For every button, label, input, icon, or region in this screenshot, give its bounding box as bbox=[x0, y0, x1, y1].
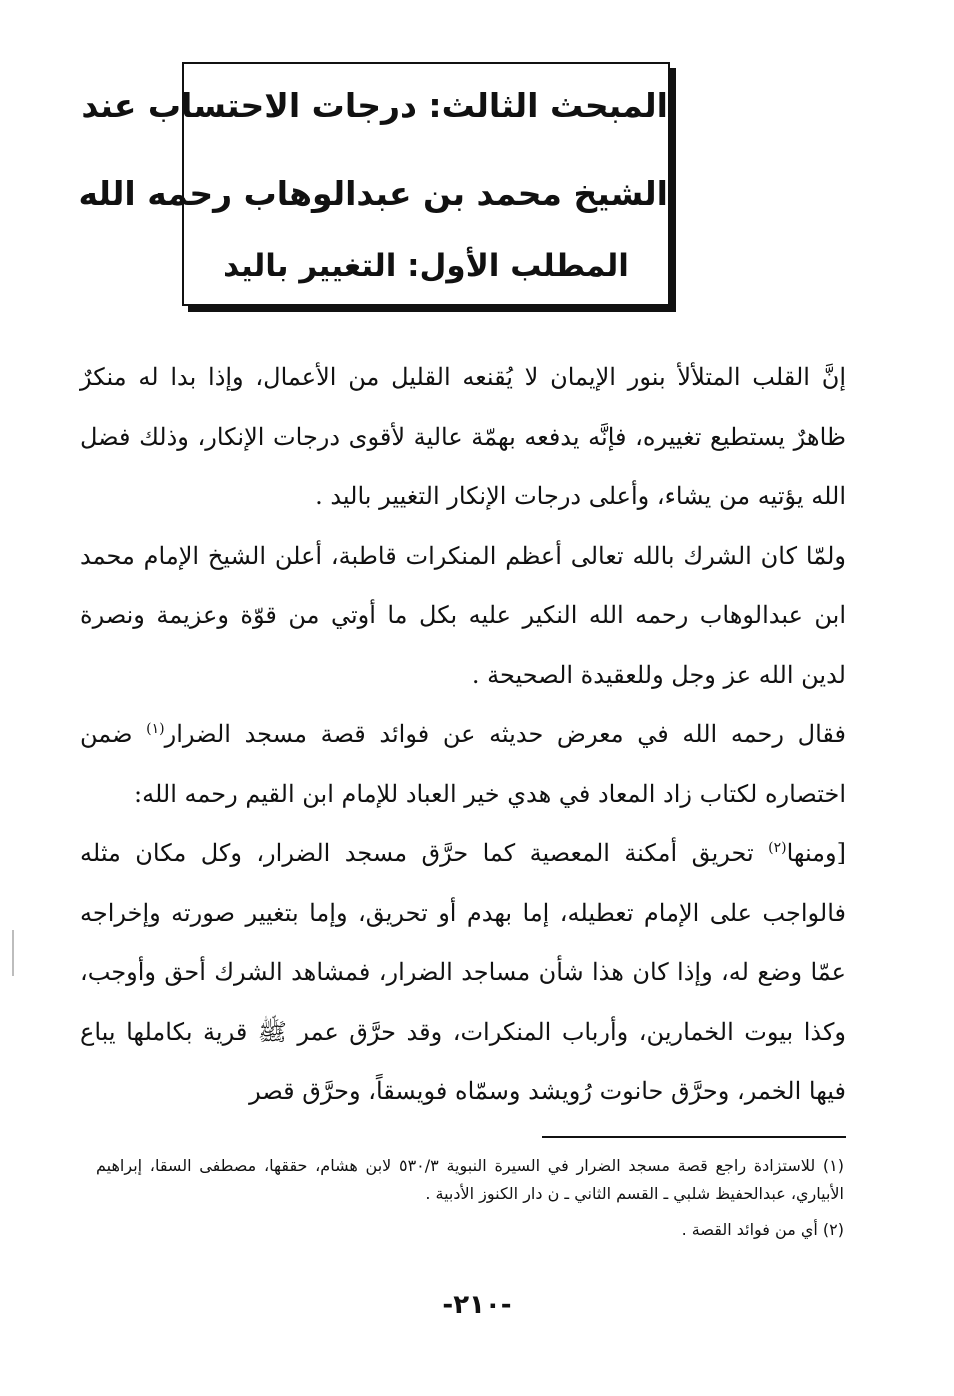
footnote-2: (٢) أي من فوائد القصة . bbox=[681, 1220, 844, 1239]
paragraph-2: ولمّا كان الشرك بالله تعالى أعظم المنكرات قاطبة، أعلن الشيخ الإمام محمد ابن عبدالوهاب رحمه الله النكير عليه بكل ما أوتي من قوّة وعزيمة ونصرة لدين الله عز وجل وللعقيدة الصحيحة . bbox=[80, 541, 846, 689]
chapter-title: المبحث الثالث: درجات الاحتساب عند bbox=[81, 86, 668, 125]
paragraph-4 bbox=[80, 824, 846, 1122]
paragraph-3-text-end: ضمن اختصاره لكتاب زاد المعاد في هدي خير العباد للإمام ابن القيم رحمه الله: bbox=[80, 720, 846, 808]
page-number: -٢١٠- bbox=[442, 1290, 512, 1320]
paragraph-3-text-start: فقال رحمه الله في معرض حديثه عن فوائد قصة مسجد الضرار bbox=[164, 720, 846, 748]
margin-smudge bbox=[12, 930, 14, 976]
chapter-subtitle: الشيخ محمد بن عبدالوهاب رحمه الله bbox=[78, 174, 668, 213]
footnote-ref-2[interactable]: (٢) bbox=[768, 840, 787, 856]
footnotes bbox=[96, 1152, 844, 1244]
section-title: المطلب الأول: التغيير باليد bbox=[223, 248, 629, 284]
paragraph-1: إنَّ القلب المتلألأ بنور الإيمان لا يُقنعه القليل من الأعمال، وإذا بدا له منكرٌ ظاهرٌ يستطيع تغييره، فإنَّه يدفعه بهمّة عالية لأقوى درجات الإنكار، وذلك فضل الله يؤتيه من يشاء، وأعلى درجات الإنكار التغيير باليد . bbox=[80, 363, 846, 510]
paragraph-3 bbox=[80, 705, 846, 824]
footnote-ref-1[interactable]: (١) bbox=[146, 721, 165, 737]
footnote-separator bbox=[542, 1136, 846, 1138]
body-text bbox=[80, 348, 846, 1122]
paragraph-4-text-start: [ومنها bbox=[786, 839, 846, 867]
paragraph-4-text-end: تحريق أمكنة المعصية كما حرَّق مسجد الضرار، وكل مكان مثله فالواجب على الإمام تعطيله، إما بهدم أو تحريق، وإما بتغيير صورته وإخراجه عمّا وضع له، وإذا كان هذا شأن مساجد الضرار، فمشاهد الشرك أحق وأوجب، وكذا بيوت الخمارين، وأرباب المنكرات، وقد حرَّق عمر ﷺ قرية بكاملها يباع فيها الخمر، وحرَّق حانوت رُويشد وسمّاه فويسقاً، وحرَّق قصر bbox=[80, 839, 846, 1105]
footnote-1: (١) للاستزادة راجع قصة مسجد الضرار في السيرة النبوية ٥٣٠/٣ لابن هشام، حققها، مصطفى السقا، إبراهيم الأبياري، عبدالحفيظ شلبي ـ القسم الثاني ـ ن دار الكنوز الأدبية . bbox=[96, 1156, 844, 1203]
chapter-title-box bbox=[78, 62, 670, 306]
